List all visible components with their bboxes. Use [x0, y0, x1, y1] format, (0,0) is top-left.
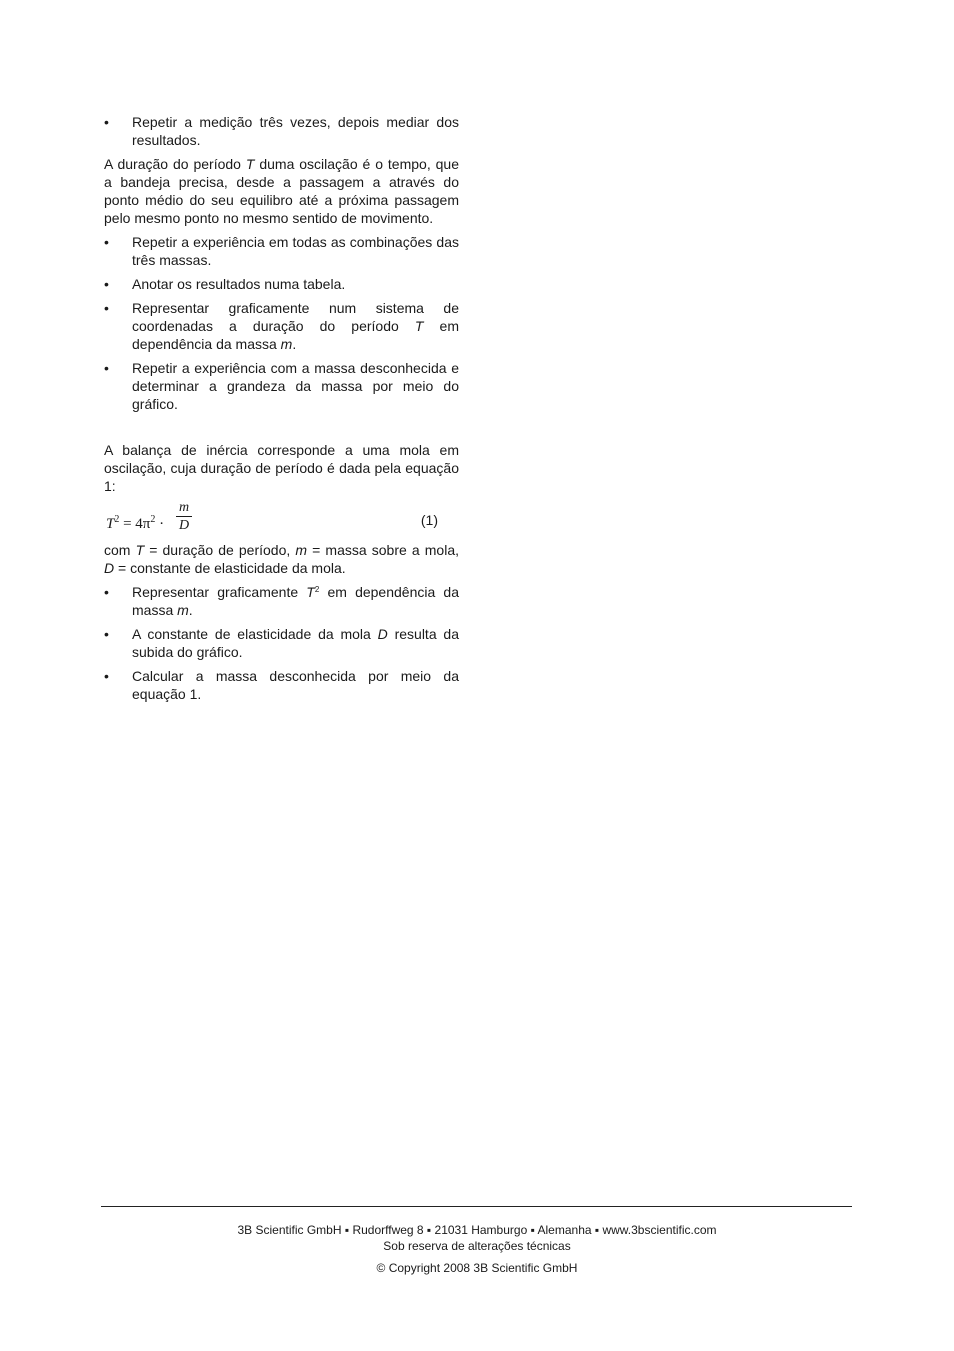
bullet-marker: •: [104, 584, 109, 600]
list-item-text: Repetir a experiência em todas as combinações das três massas.: [132, 234, 459, 268]
text-span: .: [292, 336, 297, 352]
footer-address: 3B Scientific GmbH ▪ Rudorffweg 8 ▪ 21031 Hamburgo ▪ Alemanha ▪ www.3bscientific.com: [237, 1223, 717, 1237]
list-item: [104, 359, 459, 413]
multiply-dot: ·: [155, 516, 165, 532]
bullet-marker: •: [104, 626, 109, 642]
text-span: = duração de período,: [144, 542, 296, 558]
list-item-text: [132, 626, 459, 660]
list-item-text: Calcular a massa desconhecida por meio da equação 1.: [132, 668, 459, 702]
list-item: [104, 233, 459, 269]
bullet-marker: •: [104, 234, 109, 250]
list-item: [104, 113, 459, 149]
list-item: [104, 667, 459, 703]
list-item-text: [132, 584, 459, 618]
equation-term: = 4π: [119, 516, 151, 532]
footer-divider: [101, 1206, 852, 1207]
equation-lhs: [106, 511, 164, 533]
text-span: resulta da subida do gráfico.: [132, 626, 460, 660]
list-item: [104, 625, 459, 661]
variable-t: T: [245, 156, 255, 172]
text-span: .: [188, 602, 193, 618]
text-column: [104, 113, 459, 709]
equation-1: [104, 501, 459, 537]
fraction: [176, 499, 192, 534]
list-item-text: Repetir a medição três vezes, depois mediar dos resultados.: [132, 114, 459, 148]
bullet-marker: •: [104, 668, 109, 684]
period-paragraph: [104, 155, 459, 227]
equation-number: (1): [420, 512, 438, 528]
list-item: [104, 299, 459, 353]
text-span: Representar graficamente: [132, 584, 307, 600]
bullet-marker: •: [104, 276, 109, 292]
text-span: = constante de elasticidade da mola.: [114, 560, 346, 576]
fraction-numerator: m: [176, 499, 192, 517]
variable-d: D: [377, 626, 388, 642]
variable-t: T: [306, 584, 315, 600]
variable-m: m: [177, 602, 189, 618]
fraction-denominator: D: [178, 518, 190, 533]
text-span: em dependência da massa: [132, 318, 459, 352]
variable-t: T: [135, 542, 145, 558]
spacer: [104, 419, 459, 441]
bullet-marker: •: [104, 114, 109, 130]
footer-copyright: © Copyright 2008 3B Scientific GmbH: [376, 1261, 578, 1275]
list-item-text: Anotar os resultados numa tabela.: [132, 276, 346, 292]
list-item: [104, 583, 459, 619]
list-item-text: Repetir a experiência com a massa desconhecida e determinar a grandeza da massa por meio do gráfico.: [132, 360, 459, 412]
variable-t: T: [414, 318, 424, 334]
footer-notice: Sob reserva de alterações técnicas: [383, 1239, 571, 1253]
text-span: duma oscilação é o tempo, que a bandeja precisa, desde a passagem a através do ponto médio do seu equilibro até a próxima passagem pelo mesmo ponto no mesmo sentido de movimento.: [104, 156, 459, 226]
text-span: A duração do período: [104, 156, 246, 172]
exponent: 2: [114, 514, 120, 525]
variable-d: D: [104, 560, 115, 576]
text-span: = massa sobre a mola,: [307, 542, 459, 558]
variable-m: m: [280, 336, 293, 352]
text-span: com: [104, 542, 136, 558]
list-item-text: [132, 300, 459, 352]
text-span: Representar graficamente num sistema de coordenadas a duração do período: [132, 300, 459, 334]
variable-m: m: [295, 542, 308, 558]
text-span: A constante de elasticidade da mola: [132, 626, 378, 642]
bullet-marker: •: [104, 360, 109, 376]
exponent: 2: [150, 514, 156, 525]
variable-t: T: [106, 516, 115, 532]
exponent: 2: [314, 585, 320, 594]
definitions-paragraph: [104, 541, 459, 577]
text-span: em dependência da massa: [132, 584, 459, 618]
inertia-paragraph: A balança de inércia corresponde a uma mola em oscilação, cuja duração de período é dada pela equação 1:: [104, 442, 459, 494]
list-item: [104, 275, 459, 293]
bullet-marker: •: [104, 300, 109, 316]
